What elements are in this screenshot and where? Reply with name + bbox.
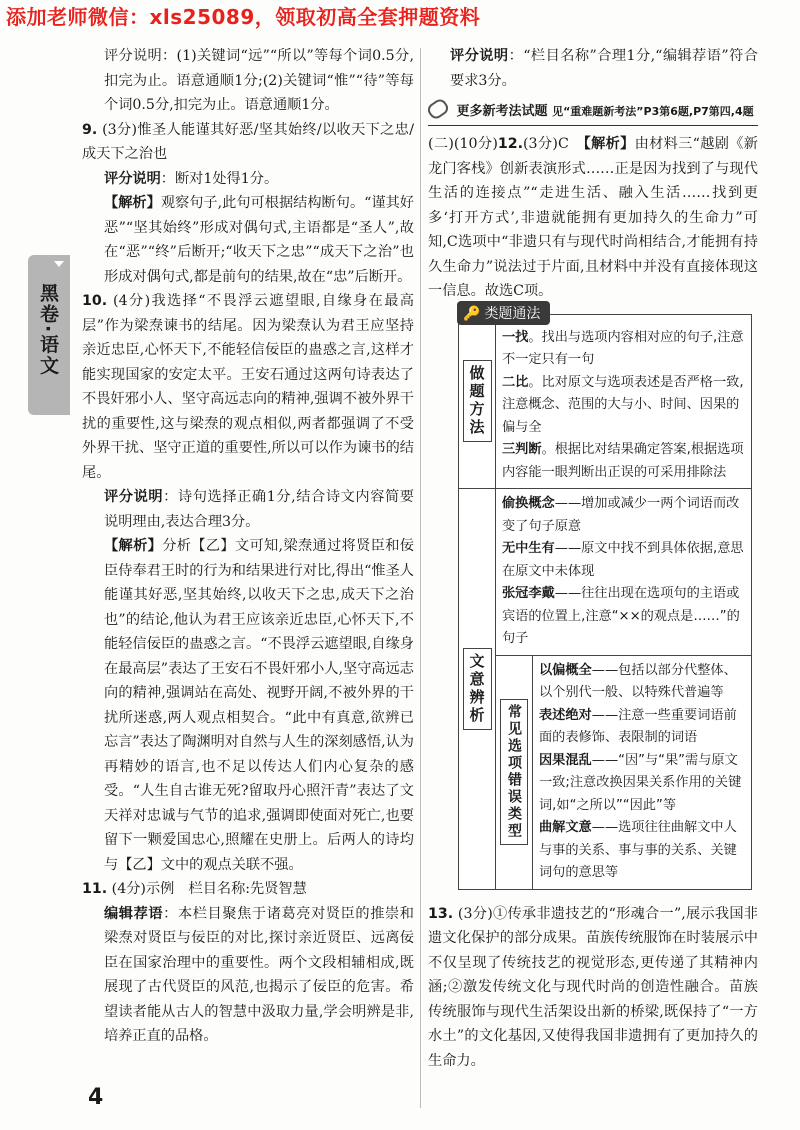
page-number: 4 [88,1085,104,1110]
error-type-line: 无中生有——原文中找不到具体依据,意思在原文中未体现 [502,541,744,579]
method-line: 一找。找出与选项内容相对应的句子,注意不一定只有一句 [502,329,744,367]
more-questions-title: 更多新考法试题 [456,104,548,119]
q9-analysis [82,191,414,289]
discern-side [459,489,496,889]
question-13 [428,902,758,1074]
discern-top [496,489,751,656]
q9-score-label: 评分说明 [104,170,161,187]
q10-analysis [82,534,414,877]
error-type-line: 曲解文意——选项往往曲解文中人与事的关系、事与事的关系、关键词句的意思等 [539,820,737,880]
method-box-title [457,301,550,325]
more-questions-ref: 见“重难题新考法”P3第6题,P7第四,4题 [552,105,754,118]
q10-score-text: ：诗句选择正确1分,结合诗文内容简要说明理由,表达合理3分。 [104,489,414,530]
method-line: 二比。比对原文与选项表述是否严格一致,注意概念、范围的大与小、时间、因果的偏与全 [502,374,744,435]
column-divider [420,48,421,1108]
question-9 [82,118,414,167]
q9-score-note [82,167,414,192]
side-tab-label: 黑卷·语文 [37,283,59,377]
section-prefix: (二)(10分) [428,136,498,152]
side-tab [28,255,70,415]
right-column [428,44,758,1073]
method-box-title-text: 类题通法 [484,305,541,322]
promo-banner: 添加老师微信：xls25089，领取初高全套押题资料 [6,5,481,29]
q13-number: 13. [428,905,454,922]
method-side [459,315,496,489]
question-12 [428,132,758,304]
q11-score-label: 评分说明 [450,48,509,64]
q11-number: 11. [82,881,108,897]
q10-score-note [82,485,414,534]
method-line: 三判断。根据比对结果确定答案,根据选项内容能一眼判断出正误的可采用排除法 [502,442,744,480]
q10-analysis-text: 分析【乙】文可知,梁焘通过将贤臣和佞臣侍奉君王时的行为和结果进行对比,得出“惟圣人能谨其好恶,坚其始终,以收天下之忠,成天下之治也”的结论,他认为君王应该亲近忠臣,心怀天下,不能轻信佞臣的蛊惑之言。“不畏浮云遮望眼,自缘身在最高层”表达了王安石不畏奸邪小人,坚守高远志向的精神,强调站在高处、视野开阔,不被外界的干扰所迷惑,两人观点相契合。“此中有真意,欲辨已忘言”表达了陶渊明对自然与人生的深刻感悟,认为再精妙的语言,也不足以传达人们内心复杂的感受。“人生自古谁无死?留取丹心照汗青”表达了文天祥对忠诚与气节的追求,强调即使面对死亡,也要留下一颗爱国忠心,照耀在史册上。后两人的诗均与【乙】文中的观点关联不强。 [104,538,414,873]
key-icon: 🔑 [463,305,481,322]
method-body [496,315,751,489]
q10-analysis-label: 【解析】 [104,538,163,554]
method-box [458,305,752,890]
q11-rec-text: ：本栏目聚焦于诸葛亮对贤臣的推崇和梁焘对贤臣与佞臣的对比,探讨亲近贤臣、远离佞臣在国家治理中的重要性。两个文段相辅相成,既展现了古代贤臣的风范,也揭示了佞臣的危害。希望读者能从古人的智慧中汲取力量,学会明辨是非,培养正直的品格。 [104,905,414,1044]
left-column [82,44,414,1049]
q12-number: 12. [497,136,524,152]
q12-analysis-text: 由材料三“越剧《新龙门客栈》创新表演形式……正是因为找到了与现代生活的连接点”“走进生活、融入生活……找到更多‘打开方式’,非遗就能拥有更加持久的生命力”可知,C选项中“非遗只有与现代时尚相结合,才能拥有持久生命力”说法过于片面,且材料中并没有直接体现这一信息。故选C项。 [428,136,758,299]
q9-analysis-text: 观察句子,此句可根据结构断句。“谨其好恶”“坚其始终”形成对偶句式,主语都是“圣人”,故在“恶”“终”后断开;“收天下之忠”“成天下之治”也形成对偶句式,都是前句的结果,故在“忠”后断开。 [104,195,414,285]
q9-number: 9. [82,121,98,138]
q11-rec-label: 编辑荐语 [104,905,164,922]
q11-score-text: ：“栏目名称”合理1分,“编辑荐语”符合要求3分。 [450,48,758,89]
error-type-line: 张冠李戴——往往出现在选项句的主语或宾语的位置上,注意“××的观点是……”的句子 [502,586,740,646]
q10-number: 10. [82,293,108,309]
error-type-line: 表述绝对——注意一些重要词语前面的表修饰、表限制的词语 [539,707,737,745]
error-type-line: 偷换概念——增加或减少一两个词语而改变了句子原意 [502,496,740,534]
link-icon [425,97,451,122]
question-11 [82,877,414,902]
discern-bottom [533,656,751,889]
error-type-line: 因果混乱——“因”与“果”需与原文一致;注意改换因果关系作用的关键词,如“之所以”“因此”等 [539,752,742,813]
discern-side-label: 文意辨析 [463,648,492,730]
q12-analysis-label: 【解析】 [583,136,635,152]
q11-answer: (4分)示例 栏目名称:先贤智慧 [111,881,307,897]
more-questions-link[interactable] [428,101,758,126]
error-types-side [496,656,533,889]
q9-score-text: ：断对1处得1分。 [160,170,279,187]
method-side-label: 做题方法 [463,360,492,442]
q13-answer: (3分)①传承非遗技艺的“形魂合一”,展示我国非遗文化保护的部分成果。苗族传统服饰在时装展示中不仅呈现了传统技艺的视觉形态,更传递了其精神内涵;②激发传统文化与现代时尚的创造性融合。苗族传统服饰与现代生活架设出新的桥梁,既保持了“一方水土”的文化基因,又使得我国非遗拥有了更加持久的生命力。 [428,905,758,1069]
q9-answer: (3分)惟圣人能谨其好恶/坚其始终/以收天下之忠/成天下之治也 [82,121,414,162]
q10-score-label: 评分说明 [104,489,164,505]
score-note: 评分说明：(1)关键词“远”“所以”等每个词0.5分,扣完为止。语意通顺1分;(2)关键词“惟”“待”等每个词0.5分,扣完为止。语意通顺1分。 [104,48,414,113]
q10-answer: (4分)我选择“不畏浮云遮望眼,自缘身在最高层”作为梁焘谏书的结尾。因为梁焘认为君王应坚持亲近忠臣,心怀天下,不能轻信佞臣的蛊惑之言,这样才能实现国家的安定太平。王安石通过这两句诗表达了不畏奸邪小人、坚守高远志向的精神,强调不被外界干扰的重要性,这与梁焘的观点相似,两者都强调了不受外界干扰、坚守正道的重要性,所以可以作为谏书的结尾。 [82,293,414,481]
q11-recommendation [82,902,414,1049]
error-type-line: 以偏概全——包括以部分代整体、以个别代一般、以特殊代普遍等 [539,662,737,700]
q12-answer: (3分)C [523,136,569,152]
question-10 [82,289,414,485]
error-types-label: 常见选项错误类型 [500,699,528,845]
q9-analysis-label: 【解析】 [104,195,161,211]
q11-score-note [428,44,758,93]
